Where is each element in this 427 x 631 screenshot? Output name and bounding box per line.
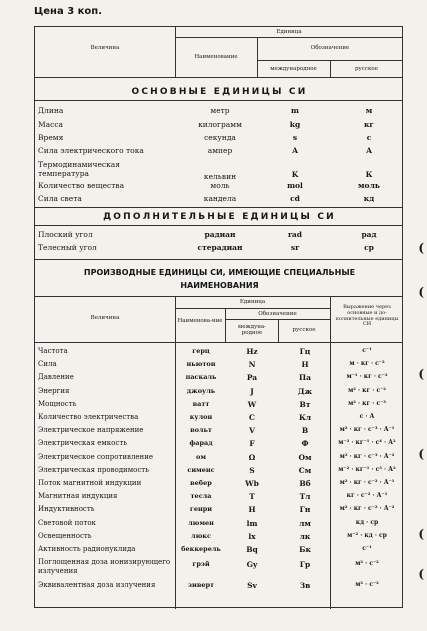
expression-si: м² · кг · с⁻³ · А⁻¹ [339,426,395,434]
derived-unit-row [35,426,404,437]
unit-name: тесла [190,492,212,501]
expression-si: с⁻¹ [362,545,372,552]
russian-symbol: Дж [297,386,313,396]
derived-unit-row [35,492,404,503]
derived-unit-row [35,360,404,371]
quantity-name: Энергия [38,386,70,395]
unit-name: сименс [187,465,215,474]
margin-mark-icon: ( [418,285,424,299]
expression-si: м² · с⁻² [355,581,379,589]
russian-symbol: Гр [299,560,311,570]
russian-symbol: Ом [298,452,312,462]
unit-name: килограмм [198,120,242,129]
section-additional-title: ДОПОЛНИТЕЛЬНЫЕ ЕДИНИЦЫ СИ [103,212,336,222]
international-symbol: rad [287,230,303,239]
additional-unit-row [35,230,404,241]
international-symbol: C [249,413,255,422]
quantity-name: Количество электричества [38,413,139,421]
international-symbol: kg [289,120,301,129]
base-unit-row [35,146,404,157]
derived-unit-row [35,400,404,411]
expression-si: м⁻² · кг⁻¹ · с⁴ · А² [338,439,396,447]
quantity-name: Сила электрического тока [38,146,144,155]
russian-symbol: Па [299,373,311,383]
russian-symbol: А [365,146,373,155]
quantity-name: Время [38,133,64,142]
quantity-name: Эквивалентная доза излучения [38,581,156,590]
unit-name: генри [189,505,213,514]
international-symbol: cd [290,194,300,203]
base-unit-row [35,160,404,181]
expression-si: кд · ср [355,518,379,526]
russian-symbol: В [301,426,309,436]
international-symbol: mol [287,181,303,190]
international-symbol: H [248,505,256,515]
unit-name: ом [196,452,206,461]
quantity-name: Телесный угол [38,243,97,252]
section-derived-title-2: НАИМЕНОВАНИЯ [180,281,259,290]
derived-header-international: междуна-родное [237,324,267,337]
derived-unit-row [35,519,404,530]
international-symbol: s [292,133,298,142]
russian-symbol: Гц [299,347,311,356]
derived-unit-row [35,439,404,450]
unit-name: кандела [203,194,237,203]
quantity-name: Сила [38,360,57,369]
russian-symbol: ср [364,243,374,252]
quantity-name: Световой поток [38,518,96,527]
quantity-name: Сила света [38,194,82,203]
derived-header-name: Наименова-ние [177,318,223,324]
expression-si: м² · кг · с⁻³ [348,399,386,407]
quantity-name: Давление [38,373,74,382]
expression-si: с · А [359,413,375,420]
international-symbol: T [249,492,255,502]
international-symbol: lm [246,518,258,528]
expression-si: м² · кг · с⁻² · А⁻² [339,505,395,513]
margin-mark-icon: ( [418,367,424,381]
international-symbol: K [291,170,299,179]
unit-name: радиан [204,230,236,239]
expression-si: м⁻² · кг⁻¹ · с³ · А² [338,465,396,473]
unit-name: паскаль [185,373,217,382]
header-international: международное [270,66,317,72]
unit-name: кельвин [203,172,237,181]
russian-symbol: лм [299,518,311,528]
derived-header-russian: русское [292,327,316,333]
unit-name: беккерель [181,545,221,553]
international-symbol: sr [290,243,300,252]
russian-symbol: Гн [299,505,311,515]
international-symbol: Sv [247,581,257,591]
unit-name: герц [192,347,210,355]
derived-unit-row [35,505,404,516]
quantity-name: Мощность [38,399,77,408]
base-unit-row [35,181,404,192]
derived-unit-row [35,545,404,556]
derived-unit-row [35,373,404,384]
quantity-name: Частота [38,347,68,355]
expression-si: с⁻¹ [362,347,372,354]
international-symbol: F [249,439,255,449]
derived-unit-row [35,413,404,424]
russian-symbol: Тл [299,492,311,502]
expression-si: м² · кг · с⁻³ · А⁻² [339,452,395,460]
expression-si: м² · с⁻² [355,560,379,568]
quantity-name: Электрическое сопротивление [38,452,154,461]
international-symbol: lx [248,531,256,541]
russian-symbol: Бк [299,545,311,554]
unit-name: грэй [192,560,210,569]
expression-si: м⁻² · кд · ср [347,531,387,539]
derived-unit-row [35,558,404,578]
header-designation: Обозначение [310,45,350,51]
international-symbol: Gy [246,560,258,570]
unit-name: стерадиан [197,243,243,252]
derived-header-unit: Единица [239,299,266,305]
derived-unit-row [35,581,404,592]
international-symbol: W [247,399,257,409]
quantity-name: Электрическая проводимость [38,465,149,474]
si-units-table [34,26,424,608]
russian-symbol: м [365,106,373,115]
russian-symbol: кг [363,120,374,129]
expression-si: кг · с⁻² · А⁻¹ [346,492,388,500]
quantity-name: Количество вещества [38,181,125,190]
header-unit: Единица [276,29,302,35]
quantity-name: Масса [38,120,64,129]
unit-name: фарад [189,439,213,448]
unit-name: моль [210,181,230,190]
derived-unit-row [35,532,404,543]
quantity-name: Магнитная индукция [38,492,118,501]
international-symbol: V [249,426,255,436]
quantity-name: Электрическое напряжение [38,426,144,435]
derived-unit-row [35,453,404,464]
margin-mark-icon: ( [418,241,424,255]
russian-symbol: лк [299,531,311,541]
russian-symbol: Вб [299,479,311,488]
derived-unit-row [35,347,404,358]
derived-unit-row [35,387,404,398]
unit-name: люмен [188,518,214,527]
quantity-name: Активность радионуклида [38,545,136,553]
quantity-name: Поглощенная доза ионизирующего излучения [38,558,171,576]
header-russian: русское [355,66,378,72]
header-name: Наименование [194,54,238,60]
international-symbol: Ω [248,452,256,462]
international-symbol: J [250,386,254,396]
unit-name: ватт [192,399,210,408]
unit-name: люкс [191,531,211,540]
quantity-name: Освещенность [38,531,92,540]
base-unit-row [35,194,404,205]
base-unit-row [35,133,404,144]
quantity-name: Плоский угол [38,230,93,239]
russian-symbol: моль [358,181,380,190]
unit-name: вебер [190,479,212,487]
margin-mark-icon: ( [418,527,424,541]
expression-si: м · кг · с⁻² [349,360,385,368]
derived-unit-row [35,466,404,477]
quantity-name: Электрическая емкость [38,439,128,448]
unit-name: метр [210,106,230,115]
derived-header-expression: Выражение через основные и до-полнительные единицы СИ [335,304,399,328]
russian-symbol: Ф [301,439,309,449]
international-symbol: m [291,106,299,115]
international-symbol: Wb [245,479,259,488]
quantity-name: Индуктивность [38,505,95,514]
section-base-title: ОСНОВНЫЕ ЕДИНИЦЫ СИ [131,87,308,97]
price-label: Цена 3 коп. [34,6,103,17]
russian-symbol: рад [361,230,377,239]
unit-name: ампер [207,146,233,155]
russian-symbol: кд [363,194,375,203]
unit-name: вольт [190,426,212,435]
russian-symbol: Вт [299,399,311,409]
russian-symbol: Зв [299,581,311,591]
international-symbol: Bq [246,545,258,554]
derived-unit-row [35,479,404,490]
international-symbol: Pa [246,373,258,383]
quantity-name: Поток магнитной индукции [38,479,142,487]
header-quantity: Величина [90,45,120,51]
quantity-name: Термодинамическая температура [38,160,120,178]
derived-header-designation: Обозначение [258,311,297,317]
base-unit-row [35,106,404,117]
expression-si: м² · кг · с⁻² [348,386,386,394]
unit-name: кулон [189,413,213,421]
additional-unit-row [35,243,404,254]
expression-si: м² · кг · с⁻² · А⁻¹ [339,479,395,486]
international-symbol: A [292,146,298,155]
section-derived-title-1: ПРОИЗВОДНЫЕ ЕДИНИЦЫ СИ, ИМЕЮЩИЕ СПЕЦИАЛЬНЫЕ [83,268,356,277]
international-symbol: N [248,360,256,370]
margin-mark-icon: ( [418,567,424,581]
international-symbol: Hz [246,347,258,356]
russian-symbol: Н [301,360,309,370]
international-symbol: S [249,465,255,475]
unit-name: ньютон [186,360,216,369]
derived-header-quantity: Величина [90,315,120,321]
unit-name: джоуль [186,386,216,395]
russian-symbol: с [366,133,372,142]
russian-symbol: К [365,170,373,179]
margin-mark-icon: ( [418,447,424,461]
russian-symbol: Кл [298,413,312,422]
unit-name: секунда [204,133,236,142]
quantity-name: Длина [38,106,64,115]
expression-si: м⁻¹ · кг · с⁻² [346,373,388,381]
base-unit-row [35,120,404,131]
russian-symbol: См [298,465,312,475]
unit-name: зиверт [187,581,215,590]
